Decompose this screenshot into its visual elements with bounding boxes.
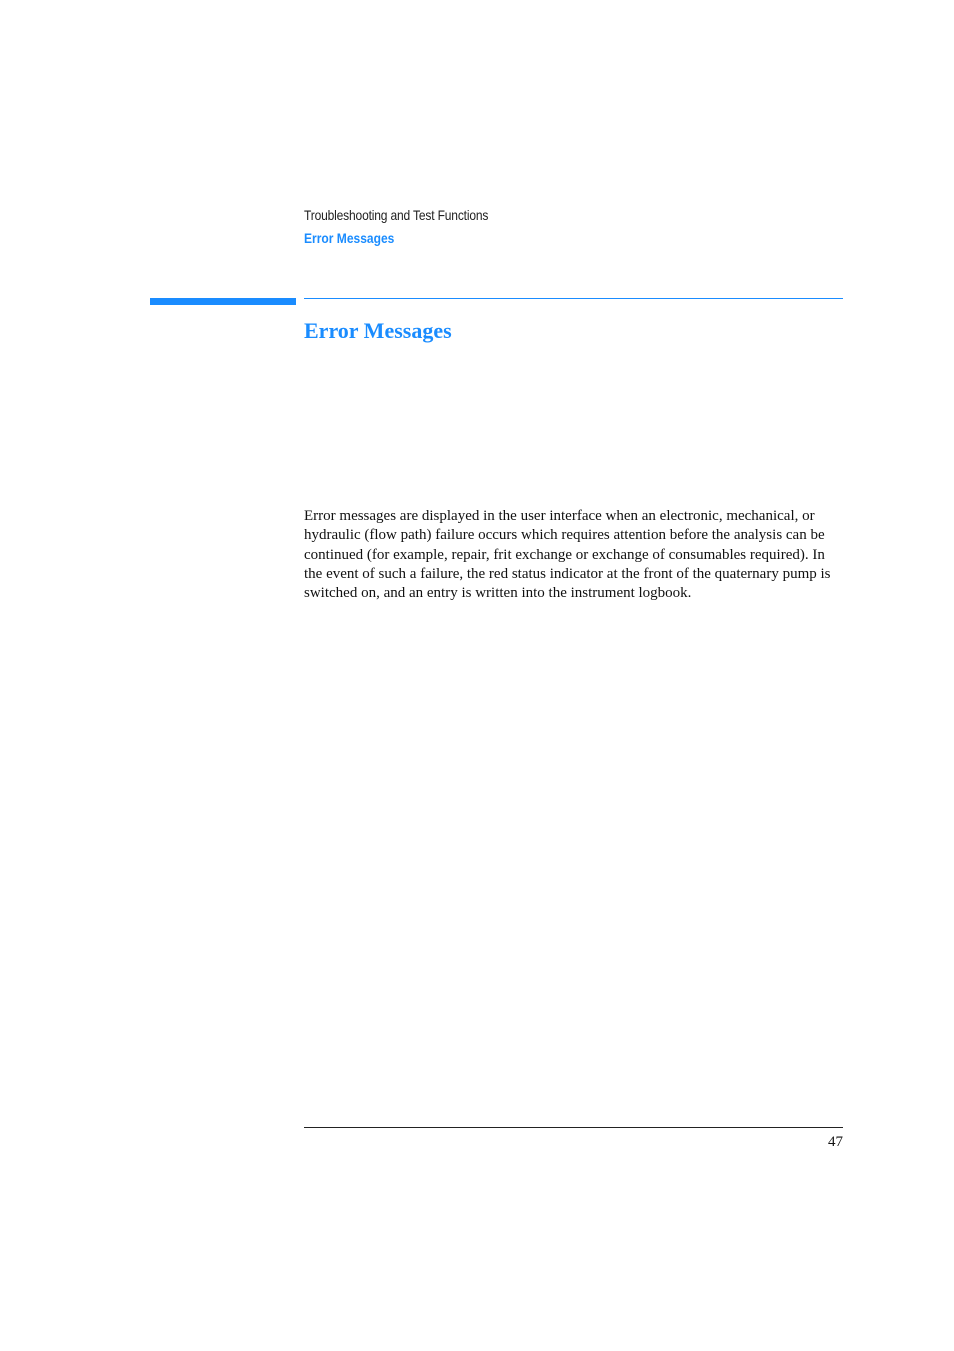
running-header-section: Troubleshooting and Test Functions <box>304 207 489 223</box>
section-accent-bar <box>150 298 296 305</box>
page-number: 47 <box>828 1134 843 1150</box>
section-heading: Error Messages <box>304 318 452 343</box>
footer-rule <box>304 1127 843 1128</box>
section-rule <box>304 298 843 299</box>
running-header <box>304 205 844 248</box>
running-header-chapter: Error Messages <box>304 230 395 246</box>
body-paragraph: Error messages are displayed in the user interface when an electronic, mechanical, or hydraulic (flow path) failure occurs which requires attention before the analysis can be continued (for example, repair, frit exchange or exchange of consumables required). In the event of such a failure, the red status indicator at the front of the quaternary pump is switched on, and an entry is written into the instrument logbook. <box>304 508 831 602</box>
